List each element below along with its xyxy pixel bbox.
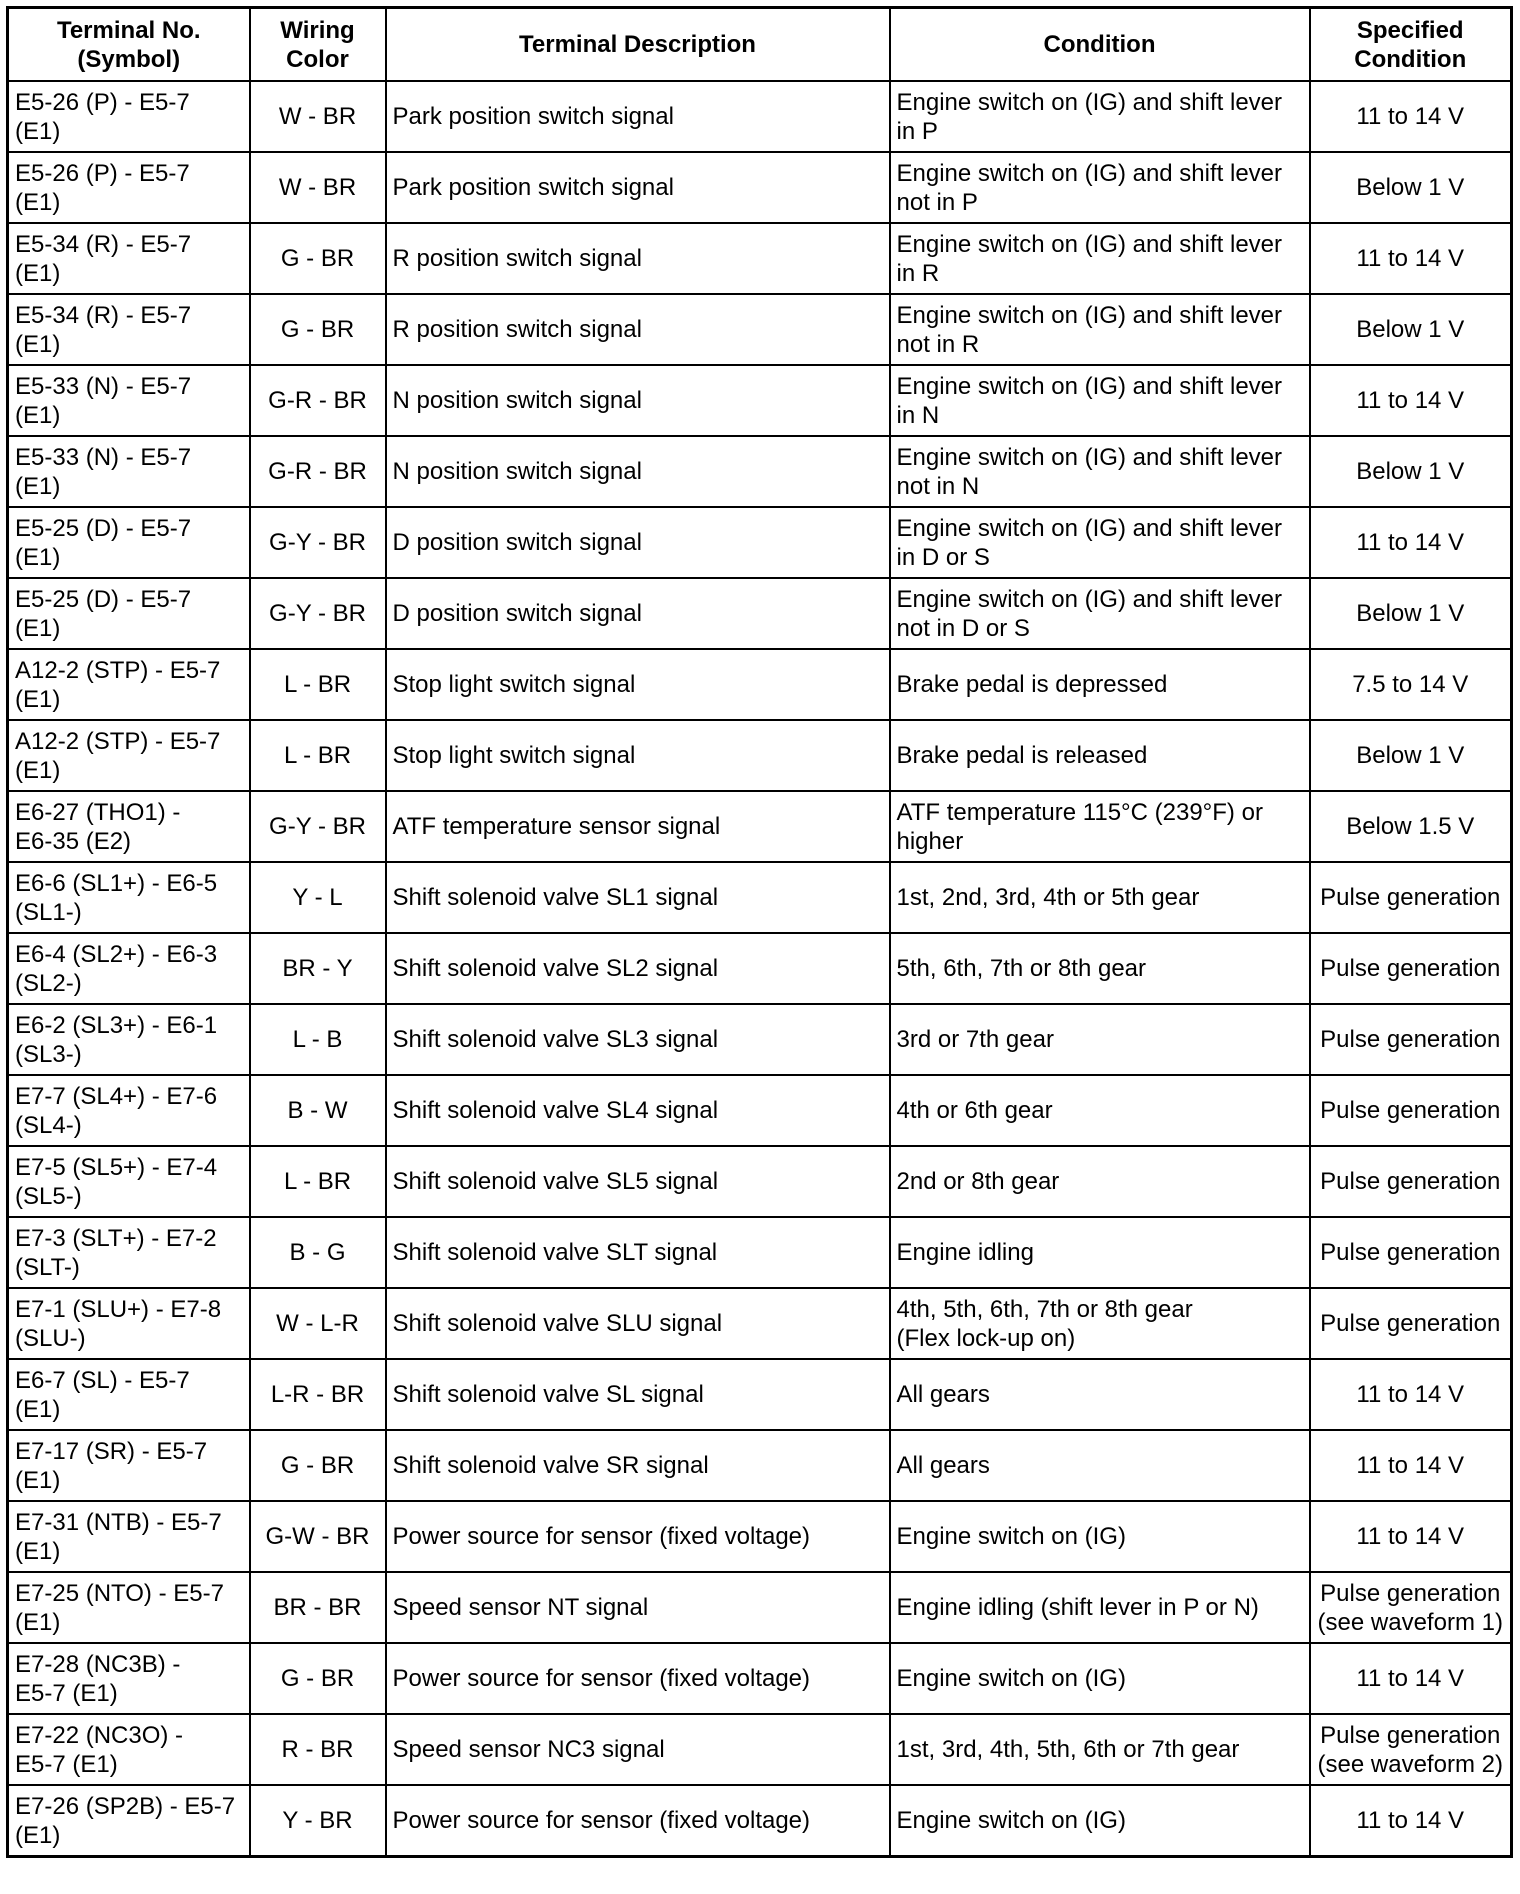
cell-specified-condition: 11 to 14 V xyxy=(1310,1359,1512,1430)
table-row xyxy=(8,1359,1512,1430)
cell-specified-condition: Pulse generation xyxy=(1310,1075,1512,1146)
cell-terminal-description: Park position switch signal xyxy=(386,81,890,152)
table-row xyxy=(8,1288,1512,1359)
cell-wiring-color: G - BR xyxy=(250,294,386,365)
cell-terminal-description: Shift solenoid valve SL signal xyxy=(386,1359,890,1430)
cell-wiring-color: G-R - BR xyxy=(250,436,386,507)
cell-terminal: E5-34 (R) - E5-7 (E1) xyxy=(8,223,250,294)
cell-terminal: E6-7 (SL) - E5-7 (E1) xyxy=(8,1359,250,1430)
cell-terminal-description: Power source for sensor (fixed voltage) xyxy=(386,1643,890,1714)
cell-wiring-color: L-R - BR xyxy=(250,1359,386,1430)
cell-wiring-color: BR - BR xyxy=(250,1572,386,1643)
cell-wiring-color: L - BR xyxy=(250,649,386,720)
cell-terminal-description: D position switch signal xyxy=(386,578,890,649)
cell-condition: 4th or 6th gear xyxy=(890,1075,1310,1146)
cell-terminal: E6-4 (SL2+) - E6-3 (SL2-) xyxy=(8,933,250,1004)
cell-wiring-color: Y - L xyxy=(250,862,386,933)
cell-condition: 2nd or 8th gear xyxy=(890,1146,1310,1217)
cell-specified-condition: 11 to 14 V xyxy=(1310,1501,1512,1572)
table-row xyxy=(8,578,1512,649)
cell-condition: 3rd or 7th gear xyxy=(890,1004,1310,1075)
cell-condition: Brake pedal is released xyxy=(890,720,1310,791)
cell-condition: Engine switch on (IG) and shift lever not in D or S xyxy=(890,578,1310,649)
cell-terminal: E7-25 (NTO) - E5-7 (E1) xyxy=(8,1572,250,1643)
cell-terminal: E5-26 (P) - E5-7 (E1) xyxy=(8,152,250,223)
table-row xyxy=(8,720,1512,791)
cell-wiring-color: R - BR xyxy=(250,1714,386,1785)
cell-terminal: E5-25 (D) - E5-7 (E1) xyxy=(8,507,250,578)
table-row xyxy=(8,365,1512,436)
cell-terminal-description: Power source for sensor (fixed voltage) xyxy=(386,1501,890,1572)
cell-terminal: E5-34 (R) - E5-7 (E1) xyxy=(8,294,250,365)
table-row xyxy=(8,294,1512,365)
cell-terminal-description: Shift solenoid valve SL3 signal xyxy=(386,1004,890,1075)
cell-terminal-description: R position switch signal xyxy=(386,294,890,365)
cell-terminal: E7-28 (NC3B) - E5-7 (E1) xyxy=(8,1643,250,1714)
cell-terminal-description: Speed sensor NC3 signal xyxy=(386,1714,890,1785)
cell-terminal-description: Park position switch signal xyxy=(386,152,890,223)
cell-condition: Engine switch on (IG) and shift lever not in R xyxy=(890,294,1310,365)
cell-specified-condition: 11 to 14 V xyxy=(1310,1785,1512,1857)
cell-wiring-color: W - BR xyxy=(250,152,386,223)
cell-specified-condition: 11 to 14 V xyxy=(1310,223,1512,294)
table-row xyxy=(8,1430,1512,1501)
header-specified-condition: Specified Condition xyxy=(1310,8,1512,82)
cell-specified-condition: 7.5 to 14 V xyxy=(1310,649,1512,720)
cell-wiring-color: L - B xyxy=(250,1004,386,1075)
cell-terminal-description: Shift solenoid valve SL2 signal xyxy=(386,933,890,1004)
cell-terminal-description: Shift solenoid valve SL1 signal xyxy=(386,862,890,933)
cell-wiring-color: G - BR xyxy=(250,1643,386,1714)
cell-terminal-description: Stop light switch signal xyxy=(386,720,890,791)
cell-condition: Engine idling (shift lever in P or N) xyxy=(890,1572,1310,1643)
cell-condition: Engine switch on (IG) xyxy=(890,1643,1310,1714)
table-row xyxy=(8,1217,1512,1288)
cell-condition: 5th, 6th, 7th or 8th gear xyxy=(890,933,1310,1004)
cell-terminal-description: D position switch signal xyxy=(386,507,890,578)
table-row xyxy=(8,1785,1512,1857)
header-condition: Condition xyxy=(890,8,1310,82)
cell-terminal-description: Speed sensor NT signal xyxy=(386,1572,890,1643)
cell-terminal: E7-7 (SL4+) - E7-6 (SL4-) xyxy=(8,1075,250,1146)
cell-terminal: A12-2 (STP) - E5-7 (E1) xyxy=(8,720,250,791)
cell-terminal-description: R position switch signal xyxy=(386,223,890,294)
cell-terminal-description: Shift solenoid valve SL4 signal xyxy=(386,1075,890,1146)
cell-specified-condition: 11 to 14 V xyxy=(1310,365,1512,436)
cell-wiring-color: G-Y - BR xyxy=(250,791,386,862)
cell-wiring-color: L - BR xyxy=(250,720,386,791)
header-row xyxy=(8,8,1512,82)
cell-terminal: E7-1 (SLU+) - E7-8 (SLU-) xyxy=(8,1288,250,1359)
cell-condition: All gears xyxy=(890,1430,1310,1501)
table-row xyxy=(8,1146,1512,1217)
cell-condition: Engine switch on (IG) xyxy=(890,1785,1310,1857)
table-row xyxy=(8,81,1512,152)
cell-specified-condition: 11 to 14 V xyxy=(1310,1430,1512,1501)
cell-condition: Engine switch on (IG) and shift lever not in N xyxy=(890,436,1310,507)
cell-specified-condition: Below 1 V xyxy=(1310,720,1512,791)
cell-terminal: E5-33 (N) - E5-7 (E1) xyxy=(8,436,250,507)
cell-wiring-color: G-Y - BR xyxy=(250,507,386,578)
header-terminal-description: Terminal Description xyxy=(386,8,890,82)
cell-specified-condition: Pulse generation xyxy=(1310,1288,1512,1359)
terminal-spec-table xyxy=(6,6,1513,1858)
cell-condition: Engine switch on (IG) xyxy=(890,1501,1310,1572)
table-row xyxy=(8,933,1512,1004)
cell-terminal: E7-17 (SR) - E5-7 (E1) xyxy=(8,1430,250,1501)
cell-wiring-color: W - BR xyxy=(250,81,386,152)
cell-specified-condition: Pulse generation xyxy=(1310,862,1512,933)
cell-wiring-color: G-W - BR xyxy=(250,1501,386,1572)
cell-specified-condition: Pulse generation (see waveform 2) xyxy=(1310,1714,1512,1785)
cell-terminal-description: Shift solenoid valve SLT signal xyxy=(386,1217,890,1288)
cell-wiring-color: G-R - BR xyxy=(250,365,386,436)
cell-terminal: E6-6 (SL1+) - E6-5 (SL1-) xyxy=(8,862,250,933)
cell-specified-condition: Pulse generation xyxy=(1310,1004,1512,1075)
table-row xyxy=(8,1643,1512,1714)
cell-specified-condition: 11 to 14 V xyxy=(1310,81,1512,152)
cell-wiring-color: G - BR xyxy=(250,1430,386,1501)
cell-terminal: E5-25 (D) - E5-7 (E1) xyxy=(8,578,250,649)
table-row xyxy=(8,1004,1512,1075)
cell-condition: 1st, 3rd, 4th, 5th, 6th or 7th gear xyxy=(890,1714,1310,1785)
table-row xyxy=(8,223,1512,294)
cell-terminal-description: Stop light switch signal xyxy=(386,649,890,720)
table-row xyxy=(8,436,1512,507)
cell-condition: All gears xyxy=(890,1359,1310,1430)
cell-condition: Engine idling xyxy=(890,1217,1310,1288)
cell-terminal: E7-22 (NC3O) - E5-7 (E1) xyxy=(8,1714,250,1785)
cell-condition: Engine switch on (IG) and shift lever not in P xyxy=(890,152,1310,223)
header-terminal: Terminal No. (Symbol) xyxy=(8,8,250,82)
table-row xyxy=(8,1572,1512,1643)
cell-terminal: E7-26 (SP2B) - E5-7 (E1) xyxy=(8,1785,250,1857)
cell-specified-condition: Pulse generation xyxy=(1310,1146,1512,1217)
table-row xyxy=(8,1075,1512,1146)
cell-terminal: E7-31 (NTB) - E5-7 (E1) xyxy=(8,1501,250,1572)
cell-terminal: E5-26 (P) - E5-7 (E1) xyxy=(8,81,250,152)
cell-wiring-color: L - BR xyxy=(250,1146,386,1217)
cell-condition: 1st, 2nd, 3rd, 4th or 5th gear xyxy=(890,862,1310,933)
cell-condition: Engine switch on (IG) and shift lever in D or S xyxy=(890,507,1310,578)
cell-wiring-color: Y - BR xyxy=(250,1785,386,1857)
cell-condition: Engine switch on (IG) and shift lever in N xyxy=(890,365,1310,436)
cell-specified-condition: Below 1 V xyxy=(1310,436,1512,507)
cell-terminal: A12-2 (STP) - E5-7 (E1) xyxy=(8,649,250,720)
cell-wiring-color: G-Y - BR xyxy=(250,578,386,649)
table-row xyxy=(8,1501,1512,1572)
cell-specified-condition: 11 to 14 V xyxy=(1310,1643,1512,1714)
cell-specified-condition: Below 1 V xyxy=(1310,294,1512,365)
cell-wiring-color: G - BR xyxy=(250,223,386,294)
cell-terminal: E7-3 (SLT+) - E7-2 (SLT-) xyxy=(8,1217,250,1288)
table-row xyxy=(8,152,1512,223)
cell-terminal: E6-2 (SL3+) - E6-1 (SL3-) xyxy=(8,1004,250,1075)
table-row xyxy=(8,862,1512,933)
cell-wiring-color: B - W xyxy=(250,1075,386,1146)
cell-specified-condition: Pulse generation xyxy=(1310,933,1512,1004)
cell-specified-condition: Below 1 V xyxy=(1310,152,1512,223)
cell-specified-condition: Below 1 V xyxy=(1310,578,1512,649)
cell-wiring-color: BR - Y xyxy=(250,933,386,1004)
cell-terminal-description: Power source for sensor (fixed voltage) xyxy=(386,1785,890,1857)
cell-terminal-description: Shift solenoid valve SL5 signal xyxy=(386,1146,890,1217)
cell-wiring-color: B - G xyxy=(250,1217,386,1288)
header-wiring-color: Wiring Color xyxy=(250,8,386,82)
cell-terminal-description: Shift solenoid valve SR signal xyxy=(386,1430,890,1501)
cell-terminal: E7-5 (SL5+) - E7-4 (SL5-) xyxy=(8,1146,250,1217)
cell-condition: Engine switch on (IG) and shift lever in R xyxy=(890,223,1310,294)
cell-specified-condition: Pulse generation (see waveform 1) xyxy=(1310,1572,1512,1643)
table-body xyxy=(8,81,1512,1857)
table-row xyxy=(8,507,1512,578)
cell-specified-condition: Below 1.5 V xyxy=(1310,791,1512,862)
cell-terminal: E6-27 (THO1) - E6-35 (E2) xyxy=(8,791,250,862)
cell-specified-condition: Pulse generation xyxy=(1310,1217,1512,1288)
cell-wiring-color: W - L-R xyxy=(250,1288,386,1359)
table-header xyxy=(8,8,1512,82)
cell-terminal-description: N position switch signal xyxy=(386,436,890,507)
cell-terminal-description: Shift solenoid valve SLU signal xyxy=(386,1288,890,1359)
table-row xyxy=(8,791,1512,862)
cell-condition: 4th, 5th, 6th, 7th or 8th gear (Flex lock-up on) xyxy=(890,1288,1310,1359)
cell-specified-condition: 11 to 14 V xyxy=(1310,507,1512,578)
cell-condition: ATF temperature 115°C (239°F) or higher xyxy=(890,791,1310,862)
table-row xyxy=(8,1714,1512,1785)
cell-terminal-description: N position switch signal xyxy=(386,365,890,436)
cell-condition: Engine switch on (IG) and shift lever in P xyxy=(890,81,1310,152)
cell-terminal: E5-33 (N) - E5-7 (E1) xyxy=(8,365,250,436)
cell-terminal-description: ATF temperature sensor signal xyxy=(386,791,890,862)
cell-condition: Brake pedal is depressed xyxy=(890,649,1310,720)
table-row xyxy=(8,649,1512,720)
